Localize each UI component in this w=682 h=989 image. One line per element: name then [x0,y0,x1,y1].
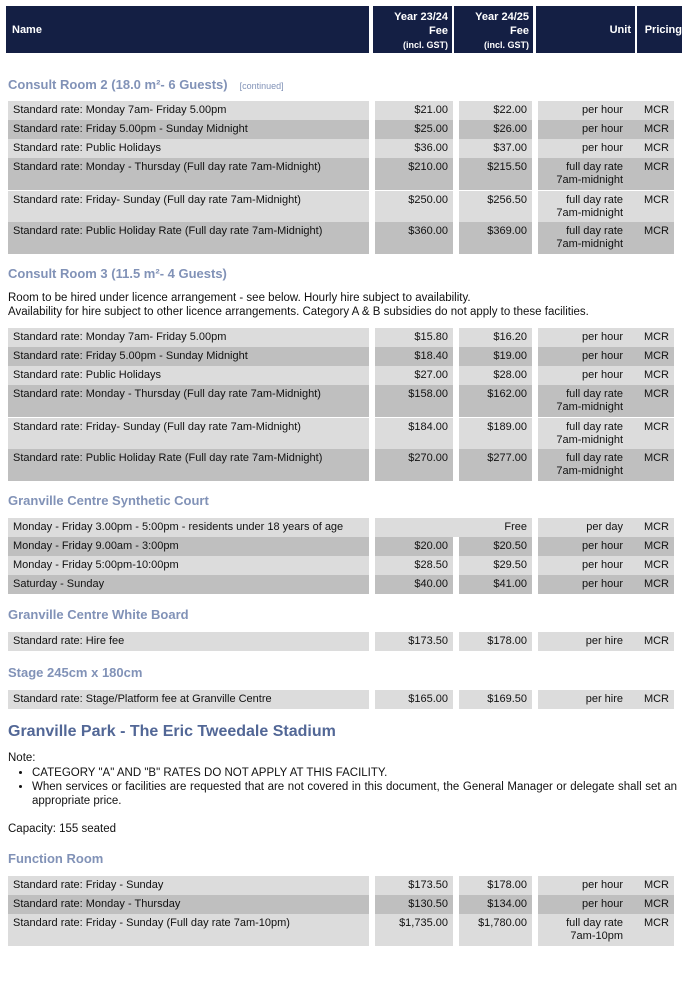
row-pricing: MCR [628,537,674,556]
stadium-title: Granville Park - The Eric Tweedale Stadium [8,723,336,740]
stadium-note-item: • When services or facilities are requested that are not covered in this document, the General Manager or delegate shall set an appropriate price. [32,780,677,808]
row-pricing: MCR [628,158,674,190]
row-fee-2324: $28.50 [369,556,453,575]
table-row [8,366,674,385]
row-fee-2425: $134.00 [453,895,532,914]
row-fee-2324: $173.50 [369,876,453,895]
row-pricing: MCR [628,417,674,449]
row-unit: full day rate 7am-midnight [532,417,628,449]
row-name: Monday - Friday 3.00pm - 5:00pm - residents under 18 years of age [8,518,369,537]
table-row [8,347,674,366]
row-name: Standard rate: Monday - Thursday [8,895,369,914]
row-name: Monday - Friday 9.00am - 3:00pm [8,537,369,556]
row-fee-2324: $158.00 [369,385,453,417]
function-room-title: Function Room [8,851,104,866]
row-fee-2324: $173.50 [369,632,453,651]
row-pricing: MCR [628,449,674,481]
consult-room-3-notes [8,291,589,319]
table-row [8,690,674,709]
header-year2-cell [454,6,533,53]
row-fee-2324: $270.00 [369,449,453,481]
row-fee-2324: $165.00 [369,690,453,709]
row-unit: full day rate 7am-midnight [532,385,628,417]
row-pricing: MCR [628,120,674,139]
synthetic-court-title: Granville Centre Synthetic Court [8,493,209,508]
row-pricing: MCR [628,556,674,575]
row-unit: per hire [532,632,628,651]
header-unit: Unit [609,24,631,36]
row-unit: per hour [532,328,628,347]
header-name: Name [12,24,42,36]
row-unit: per hire [532,690,628,709]
row-pricing: MCR [628,575,674,594]
row-fee-2324: $184.00 [369,417,453,449]
row-unit: per hour [532,575,628,594]
table-row [8,895,674,914]
row-fee-2425: $256.50 [453,190,532,222]
row-name: Standard rate: Monday 7am- Friday 5.00pm [8,101,369,120]
header-year1-cell [373,6,452,53]
row-unit: full day rate 7am-midnight [532,222,628,254]
header-pricing-cell [637,6,682,53]
synthetic-court-table [8,518,674,594]
row-fee-2425: $369.00 [453,222,532,254]
row-fee-2324: $40.00 [369,575,453,594]
row-fee-2425: Free [453,518,532,537]
consult-room-3-table [8,328,674,481]
row-pricing: MCR [628,222,674,254]
row-fee-2425: $169.50 [453,690,532,709]
header-year1-line1: Year 23/24 [394,11,448,23]
row-fee-2425: $178.00 [453,632,532,651]
row-fee-2425: $41.00 [453,575,532,594]
consult-room-2-table [8,101,674,254]
row-unit: per hour [532,366,628,385]
row-pricing: MCR [628,347,674,366]
header-year2-line2: Fee [510,25,529,37]
row-fee-2324: $210.00 [369,158,453,190]
row-fee-2425: $16.20 [453,328,532,347]
table-row [8,632,674,651]
row-fee-2324: $15.80 [369,328,453,347]
stadium-capacity: Capacity: 155 seated [8,823,117,835]
table-row [8,158,674,190]
row-fee-2324: $18.40 [369,347,453,366]
table-row [8,518,674,537]
consult-room-3-note-2: Availability for hire subject to other licence arrangements. Category A & B subsidies do not apply to these facilities. [8,306,589,318]
row-fee-2324: $1,735.00 [369,914,453,946]
table-row [8,876,674,895]
row-fee-2324: $250.00 [369,190,453,222]
table-row [8,537,674,556]
stadium-note-item: • CATEGORY "A" AND "B" RATES DO NOT APPLY AT THIS FACILITY. [32,766,677,780]
row-name: Standard rate: Friday- Sunday (Full day rate 7am-Midnight) [8,417,369,449]
row-pricing: MCR [628,518,674,537]
row-pricing: MCR [628,632,674,651]
row-unit: per hour [532,347,628,366]
row-name: Standard rate: Friday 5.00pm - Sunday Midnight [8,120,369,139]
header-name-cell [6,6,369,53]
row-unit: per hour [532,120,628,139]
table-row [8,222,674,254]
header-year1-line2: Fee [429,25,448,37]
row-unit: full day rate 7am-10pm [532,914,628,946]
row-pricing: MCR [628,101,674,120]
row-name: Standard rate: Hire fee [8,632,369,651]
row-pricing: MCR [628,385,674,417]
white-board-title: Granville Centre White Board [8,607,189,622]
row-fee-2324: $20.00 [369,537,453,556]
row-fee-2324 [369,518,453,537]
row-fee-2425: $19.00 [453,347,532,366]
header-unit-cell [536,6,635,53]
table-row [8,328,674,347]
table-row [8,385,674,417]
table-row [8,575,674,594]
row-pricing: MCR [628,190,674,222]
row-name: Standard rate: Public Holiday Rate (Full day rate 7am-Midnight) [8,222,369,254]
row-name: Standard rate: Friday - Sunday (Full day rate 7am-10pm) [8,914,369,946]
row-unit: per day [532,518,628,537]
continued-label: [continued] [239,81,284,91]
table-row [8,101,674,120]
row-pricing: MCR [628,328,674,347]
row-unit: per hour [532,537,628,556]
row-name: Standard rate: Monday - Thursday (Full day rate 7am-Midnight) [8,158,369,190]
row-unit: full day rate 7am-midnight [532,449,628,481]
header-year1-line3: (incl. GST) [403,40,448,50]
row-pricing: MCR [628,690,674,709]
consult-room-2-title: Consult Room 2 (18.0 m²- 6 Guests) [8,77,228,92]
row-fee-2324: $21.00 [369,101,453,120]
stadium-note-label: Note: [8,752,36,764]
table-row [8,556,674,575]
table-row [8,914,674,946]
row-fee-2425: $215.50 [453,158,532,190]
header-year2-line3: (incl. GST) [484,40,529,50]
table-row [8,417,674,449]
row-fee-2425: $22.00 [453,101,532,120]
consult-room-3-title: Consult Room 3 (11.5 m²- 4 Guests) [8,266,227,281]
row-name: Standard rate: Monday - Thursday (Full day rate 7am-Midnight) [8,385,369,417]
row-name: Saturday - Sunday [8,575,369,594]
row-fee-2324: $36.00 [369,139,453,158]
row-fee-2324: $130.50 [369,895,453,914]
row-name: Standard rate: Friday- Sunday (Full day rate 7am-Midnight) [8,190,369,222]
row-pricing: MCR [628,876,674,895]
row-name: Standard rate: Friday 5.00pm - Sunday Midnight [8,347,369,366]
function-room-table [8,876,674,946]
row-fee-2324: $27.00 [369,366,453,385]
row-unit: full day rate 7am-midnight [532,190,628,222]
section-title-consult-room-2 [8,77,284,92]
row-fee-2425: $29.50 [453,556,532,575]
row-name: Standard rate: Monday 7am- Friday 5.00pm [8,328,369,347]
row-unit: per hour [532,139,628,158]
row-name: Standard rate: Public Holidays [8,366,369,385]
row-name: Monday - Friday 5:00pm-10:00pm [8,556,369,575]
consult-room-3-note-1: Room to be hired under licence arrangement - see below. Hourly hire subject to availability. [8,292,471,304]
row-unit: per hour [532,895,628,914]
row-pricing: MCR [628,139,674,158]
row-name: Standard rate: Stage/Platform fee at Granville Centre [8,690,369,709]
row-unit: per hour [532,556,628,575]
row-name: Standard rate: Friday - Sunday [8,876,369,895]
stage-table [8,690,674,709]
header-pricing: Pricing [644,24,682,36]
row-fee-2425: $162.00 [453,385,532,417]
row-fee-2425: $37.00 [453,139,532,158]
white-board-table [8,632,674,651]
row-fee-2425: $189.00 [453,417,532,449]
stage-title: Stage 245cm x 180cm [8,665,143,680]
row-pricing: MCR [628,366,674,385]
row-fee-2425: $28.00 [453,366,532,385]
row-fee-2324: $25.00 [369,120,453,139]
row-fee-2425: $26.00 [453,120,532,139]
row-fee-2425: $178.00 [453,876,532,895]
row-pricing: MCR [628,914,674,946]
stadium-notes-list [8,766,677,808]
header-year2-line1: Year 24/25 [475,11,529,23]
row-fee-2425: $20.50 [453,537,532,556]
row-name: Standard rate: Public Holidays [8,139,369,158]
row-pricing: MCR [628,895,674,914]
table-row [8,449,674,481]
row-fee-2425: $1,780.00 [453,914,532,946]
table-row [8,120,674,139]
table-row [8,139,674,158]
row-fee-2425: $277.00 [453,449,532,481]
row-unit: full day rate 7am-midnight [532,158,628,190]
table-row [8,190,674,222]
row-name: Standard rate: Public Holiday Rate (Full day rate 7am-Midnight) [8,449,369,481]
row-fee-2324: $360.00 [369,222,453,254]
row-unit: per hour [532,101,628,120]
row-unit: per hour [532,876,628,895]
